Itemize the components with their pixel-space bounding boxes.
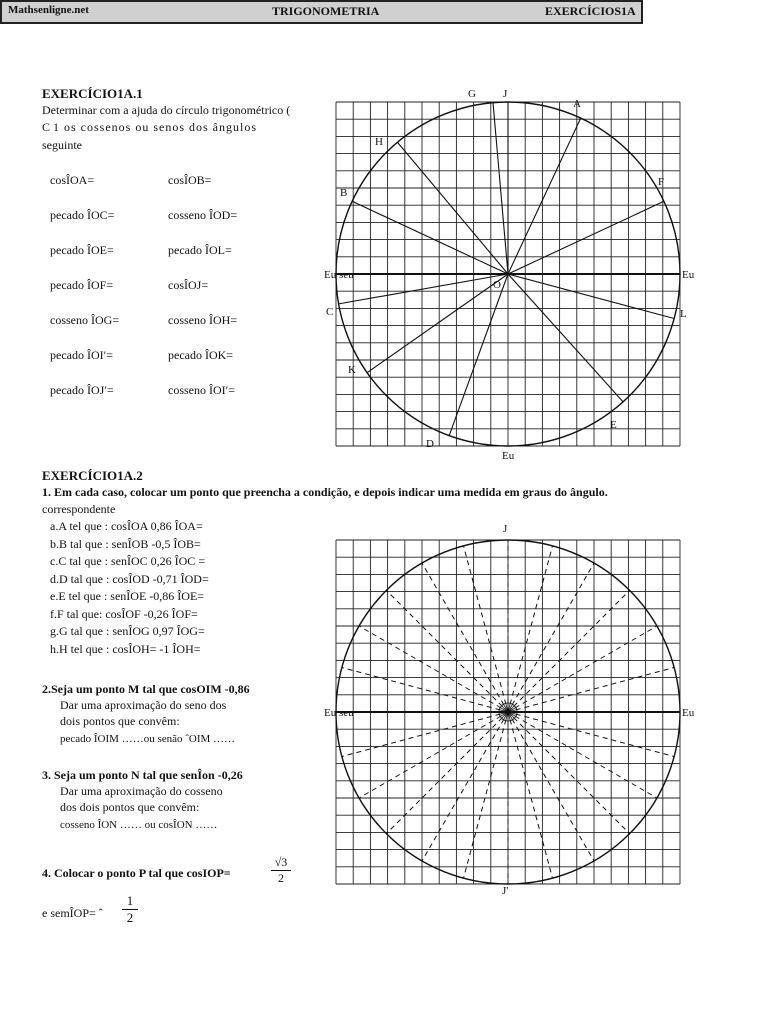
ex2-item: d.D tal que : cosÎOD -0,71 ÎOD= — [50, 571, 209, 586]
ex2-item: c.C tal que : senÎOC 0,26 ÎOC = — [50, 554, 206, 568]
ex1-item-left: pecado ÎOC= — [50, 208, 115, 222]
dashed-ray — [463, 546, 505, 704]
ex1-item-right: pecado ÎOL= — [168, 243, 232, 257]
ex2-q2-line3: dois pontos que convêm: — [60, 714, 180, 728]
ex1-intro-c: 1 os cossenos ou senos dos ângulos — [53, 120, 258, 134]
radius-H — [397, 142, 508, 274]
dashed-ray — [359, 626, 501, 708]
ex1-item-right: cosseno ÎOD= — [168, 208, 238, 222]
radius-B — [352, 201, 508, 274]
radius-K — [367, 274, 508, 373]
q4-fraction-2 — [122, 893, 138, 926]
ex2-question-1: 1. Em cada caso, colocar um ponto que preencha a condição, e depois indicar uma medida em graus do ângulo. — [42, 485, 608, 499]
ex1-item-left: pecado ÎOI′= — [50, 348, 114, 362]
ex1-intro-line3: seguinte — [42, 138, 82, 152]
site-name: Mathsenligne.net — [8, 4, 89, 16]
dashed-ray — [386, 590, 502, 706]
ex2-question-1b: correspondente — [42, 502, 116, 516]
q4-fraction-1 — [271, 855, 291, 886]
ex1-intro-a: Determinar com a ajuda do círculo trigonométrico ( — [42, 103, 291, 117]
dashed-ray — [422, 563, 504, 705]
radius-L — [508, 274, 674, 319]
ex2-q2-line1: 2.Seja um ponto M tal que cosOIM -0,86 — [42, 682, 250, 696]
ex2-title: EXERCÍCIO1A.2 — [42, 468, 143, 483]
ex2-item: b.B tal que : senÎOB -0,5 ÎOB= — [50, 536, 201, 551]
ex2-q2-line4: pecado ÎOIM ……ou senão ˆOIM …… — [60, 733, 236, 745]
dashed-ray — [359, 716, 501, 798]
dashed-ray — [342, 714, 500, 756]
dashed-ray — [515, 626, 657, 708]
dashed-ray — [516, 714, 674, 756]
circle1-label: F — [658, 176, 665, 188]
circle2-label: J' — [502, 885, 509, 897]
ex1-item-left: pecado ÎOF= — [50, 278, 114, 292]
ex1-item-right: cosseno ÎOH= — [168, 313, 238, 327]
circle1-label: E — [610, 419, 617, 431]
circle1-label: K — [348, 364, 356, 376]
circle1-label: Eu seu — [324, 269, 354, 281]
ex2-item: e.E tel que : senÎOE -0,86 ÎOE= — [50, 589, 205, 603]
ex2-item: h.H tel que : cosÎOH= -1 ÎOH= — [50, 641, 201, 656]
ex1-title: EXERCÍCIO1A.1 — [42, 86, 143, 101]
circle2-label: Eu seu — [324, 707, 354, 719]
dashed-ray — [512, 719, 594, 861]
dashed-ray — [515, 716, 657, 798]
ex1-intro-line1 — [42, 103, 290, 118]
trig-circle-2 — [324, 520, 710, 900]
circle1-label: B — [340, 187, 348, 199]
radius-C — [339, 274, 508, 304]
ex2-item: a.A tel que : cosÎOA 0,86 ÎOA= — [50, 519, 203, 533]
ex1-item-left: cosseno ÎOG= — [50, 313, 120, 327]
radius-F — [508, 201, 664, 274]
ex1-item-right: cosÎOJ= — [168, 278, 209, 292]
ex2-q2-line2: Dar uma aproximação do seno dos — [60, 698, 227, 712]
page-title: TRIGONOMETRIA — [272, 4, 380, 18]
circle1-label: H — [375, 136, 383, 148]
circle1-label: J — [503, 88, 508, 100]
ex1-intro-line2 — [42, 120, 327, 135]
dashed-ray — [422, 719, 504, 861]
ex1-item-right: cosseno ÎOI′= — [168, 383, 236, 397]
page-header — [0, 0, 643, 24]
dashed-ray — [510, 720, 552, 878]
ex1-intro-b: C — [42, 120, 51, 134]
trig-circle-1 — [324, 85, 710, 465]
circle2-label: J — [503, 523, 508, 535]
ex2-q3-line3: dos dois pontos que convêm: — [60, 800, 200, 814]
ex1-item-right: cosÎOB= — [168, 173, 212, 187]
ex1-item-left: pecado ÎOJ′= — [50, 383, 114, 397]
q4-fraction-2-num: 1 — [122, 893, 138, 910]
radius-A — [508, 118, 581, 274]
q4-fraction-1-den: 2 — [278, 871, 284, 885]
circle1-label: A — [573, 98, 581, 110]
circle1-label: L — [680, 308, 687, 320]
dashed-ray — [514, 590, 630, 706]
dashed-ray — [512, 563, 594, 705]
ex2-item: f.F tal que: cosÎOF -0,26 ÎOF= — [50, 606, 198, 621]
circle1-label: C — [326, 306, 334, 318]
dashed-ray — [514, 718, 630, 834]
ex2-q3-line2: Dar uma aproximação do cosseno — [60, 784, 223, 798]
ex2-q4-line2: e semÎOP= ˆ — [42, 906, 103, 920]
circle1-label: Eu — [502, 450, 515, 462]
ex2-q3-line1: 3. Seja um ponto N tal que senÎon -0,26 — [42, 768, 243, 782]
ex2-item: g.G tal que : senÎOG 0,97 ÎOG= — [50, 624, 205, 638]
circle1-label: D — [426, 438, 434, 450]
ex1-item-left: pecado ÎOE= — [50, 243, 114, 257]
exercise-code: EXERCÍCIOS1A — [545, 4, 636, 18]
ex2-q4-line1: 4. Colocar o ponto P tal que cosIOP= — [42, 866, 231, 880]
ex1-item-left: cosÎOA= — [50, 173, 95, 187]
dashed-ray — [386, 718, 502, 834]
q4-fraction-1-num: √3 — [271, 855, 291, 871]
ex1-item-right: pecado ÎOK= — [168, 348, 234, 362]
q4-fraction-2-den: 2 — [126, 910, 134, 925]
circle2-label: Eu — [682, 707, 695, 719]
ex2-q3-line4: cosseno ÎON …… ou cosÎON …… — [60, 819, 218, 831]
dashed-ray — [342, 667, 500, 709]
circle1-label: G — [468, 88, 476, 100]
dashed-ray — [510, 546, 552, 704]
circle1-label: Eu — [682, 269, 695, 281]
dashed-ray — [516, 667, 674, 709]
circle1-label: O — [493, 279, 501, 291]
dashed-ray — [463, 720, 505, 878]
